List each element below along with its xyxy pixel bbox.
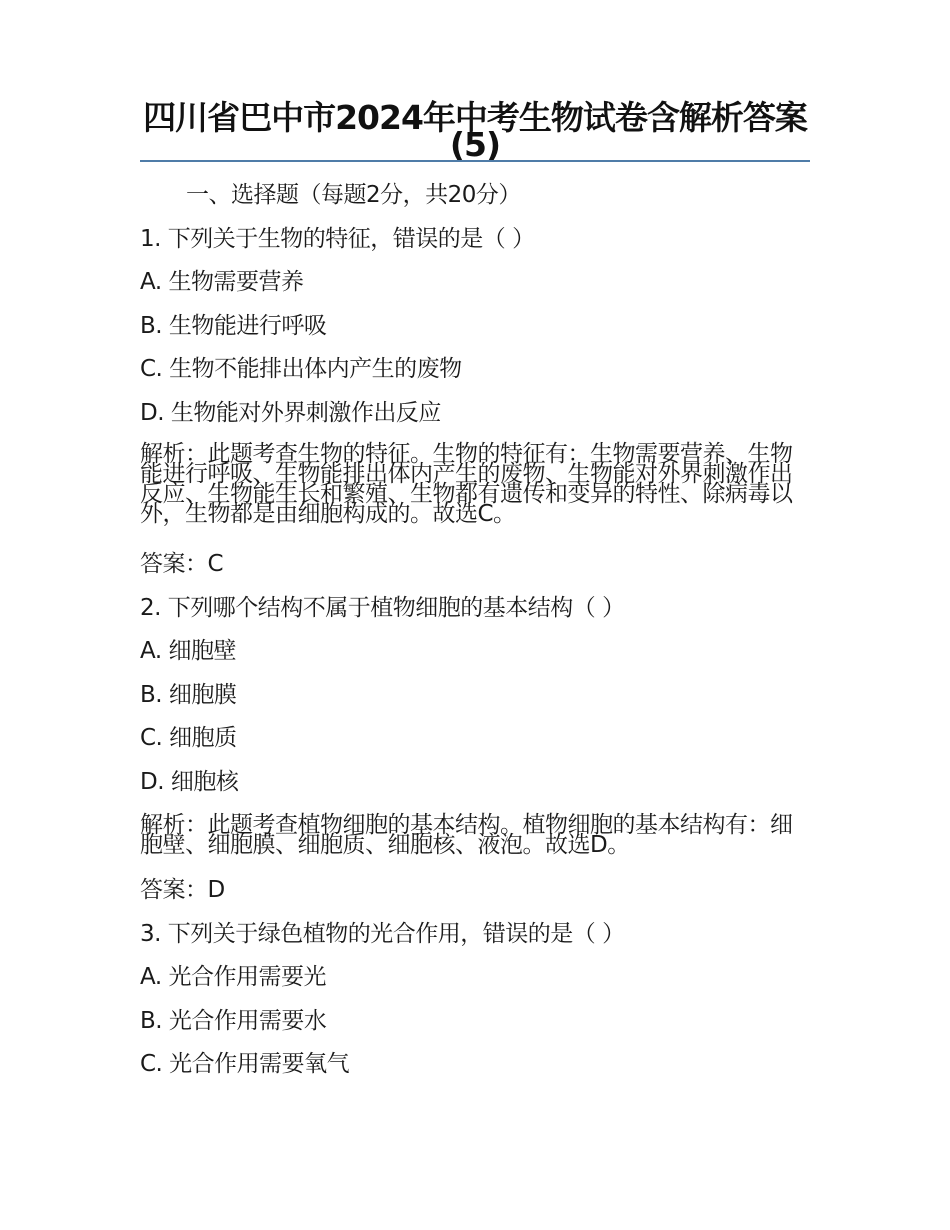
- section-heading: 一、选择题（每题2分，共20分）: [186, 182, 521, 208]
- question-3-stem: 3. 下列关于绿色植物的光合作用，错误的是（ ）: [140, 921, 625, 947]
- question-2-option-b: B. 细胞膜: [140, 682, 237, 708]
- question-2-explanation: 解析：此题考查植物细胞的基本结构。植物细胞的基本结构有：细胞壁、细胞膜、细胞质、细胞核、液泡。故选D。: [140, 812, 793, 858]
- question-1-stem: 1. 下列关于生物的特征，错误的是（ ）: [140, 226, 535, 252]
- question-3-option-a: A. 光合作用需要光: [140, 964, 326, 990]
- question-2-option-c: C. 细胞质: [140, 725, 237, 751]
- question-3-option-b: B. 光合作用需要水: [140, 1008, 327, 1034]
- question-1-option-b: B. 生物能进行呼吸: [140, 313, 327, 339]
- question-1-option-a: A. 生物需要营养: [140, 269, 304, 295]
- title-divider: [140, 160, 810, 162]
- question-2-option-a: A. 细胞壁: [140, 638, 236, 664]
- question-2-answer: 答案：D: [140, 877, 225, 903]
- question-2-stem: 2. 下列哪个结构不属于植物细胞的基本结构（ ）: [140, 595, 625, 621]
- question-1-option-d: D. 生物能对外界刺激作出反应: [140, 400, 441, 426]
- question-1-explanation: 解析：此题考查生物的特征。生物的特征有：生物需要营养、生物能进行呼吸、生物能排出体内产生的废物、生物能对外界刺激作出反应、生物能生长和繁殖、生物都有遗传和变异的特性、除病毒以外，生物都是由细胞构成的。故选C。: [140, 441, 793, 527]
- question-1-option-c: C. 生物不能排出体内产生的废物: [140, 356, 462, 382]
- question-3-option-c: C. 光合作用需要氧气: [140, 1051, 350, 1077]
- page-title: 四川省巴中市2024年中考生物试卷含解析答案(5): [143, 98, 807, 164]
- question-2-option-d: D. 细胞核: [140, 769, 239, 795]
- question-1-answer: 答案：C: [140, 551, 224, 577]
